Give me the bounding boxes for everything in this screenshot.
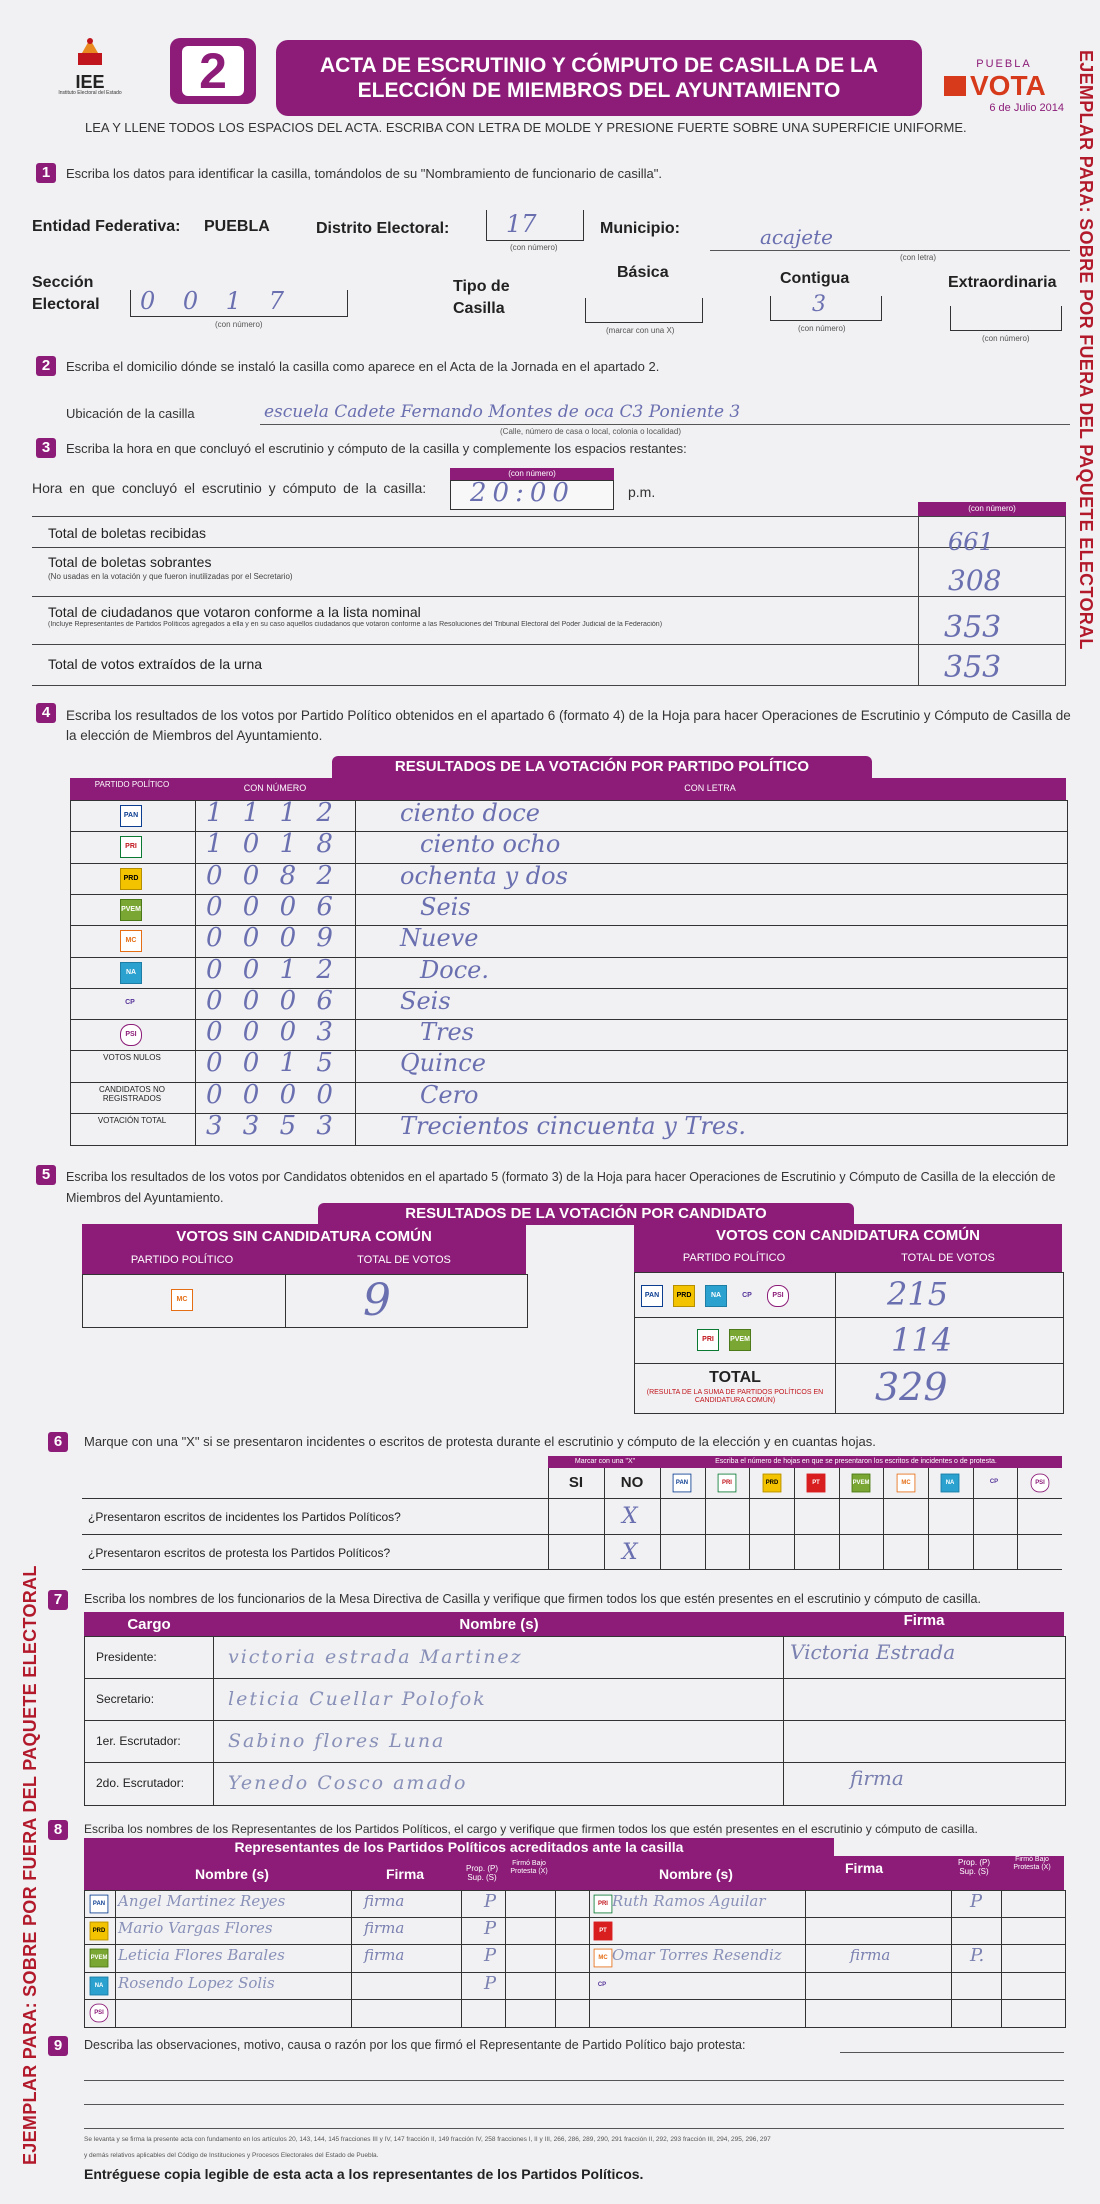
s8-right-prop: P.	[970, 1945, 985, 1967]
s8-row-divider	[84, 1999, 1066, 2000]
section-7-badge: 7	[48, 1590, 68, 1610]
s8-right-nombre: Ruth Ramos Aguilar	[612, 1892, 766, 1910]
sin-candidatura-header	[82, 1224, 526, 1274]
s4-row-label: VOTOS NULOS	[103, 1053, 161, 1063]
section-1-text: Escriba los datos para identificar la casilla, tomándolos de su "Nombramiento de funcionario de casilla".	[66, 166, 662, 181]
section-3-badge: 3	[36, 438, 56, 458]
form-number-badge	[170, 38, 256, 104]
s8-right-party-icon: PRI	[594, 1895, 613, 1914]
section-4-text: Escriba los resultados de los votos por Partido Político obtenidos en el apartado 6 (formato 4) de la Hoja para hacer Operaciones de Escrutinio y Cómputo de Casilla de la elección de Miembros del Ayuntamiento.	[66, 708, 1071, 743]
s4-row-letra: Tres	[420, 1018, 474, 1047]
s7-cargo: Presidente:	[96, 1650, 157, 1664]
s8-left-firma: firma	[364, 1946, 405, 1965]
s8-right-firma: firma	[850, 1946, 891, 1965]
instructions: LEA Y LLENE TODOS LOS ESPACIOS DEL ACTA. ESCRIBA CON LETRA DE MOLDE Y PRESIONE FUERTE SOBRE UNA SUPERFICIE UNIFORME.	[85, 120, 967, 135]
s6-no-label: NO	[620, 1474, 644, 1491]
s6-marcar-hint: Marcar con una "X"	[548, 1456, 662, 1468]
con-row-1-value: 215	[887, 1275, 949, 1313]
con-col-total: TOTAL DE VOTOS	[901, 1252, 995, 1264]
form-number: 2	[182, 46, 244, 96]
s8-row-divider	[84, 1944, 1066, 1945]
mc-party-icon: MC	[171, 1289, 193, 1311]
municipio-hint: (con letra)	[900, 253, 937, 262]
s6-table	[82, 1468, 1062, 1570]
municipio-line	[710, 250, 1070, 251]
s4-party-icon: PSI	[120, 1024, 142, 1046]
s4-row-numero: 1 1 1 2	[206, 798, 339, 828]
s4-col-partido: PARTIDO POLÍTICO	[94, 780, 170, 789]
sin-candidatura-table	[82, 1274, 528, 1328]
s8-left-prop: P	[484, 1918, 497, 1940]
s4-row-letra: Trecientos cincuenta y Tres.	[400, 1112, 747, 1140]
section-4-badge: 4	[36, 703, 56, 723]
s4-row-letra: ciento ocho	[420, 830, 561, 859]
s8-right-nombre: Omar Torres Resendiz	[612, 1946, 782, 1965]
s4-row-letra: ochenta y dos	[400, 861, 568, 890]
s7-firma: Victoria Estrada	[790, 1640, 956, 1664]
s6-q1: ¿Presentaron escritos de incidentes los Partidos Políticos?	[88, 1510, 401, 1524]
s7-col-firma: Firma	[903, 1612, 945, 1629]
s4-row-label: CANDIDATOS NO REGISTRADOS	[99, 1084, 165, 1103]
s6-q1-no-mark[interactable]: X	[622, 1504, 638, 1529]
sin-col-total: TOTAL DE VOTOS	[357, 1254, 451, 1266]
vota-logo	[944, 58, 1064, 118]
con-row-2-value: 114	[891, 1321, 953, 1359]
vota-text: VOTA	[970, 70, 1046, 101]
ubicacion-hint: (Calle, número de casa o local, colonia o localidad)	[500, 427, 681, 436]
iee-emblem-icon	[70, 35, 110, 69]
prd-party-icon: PRD	[762, 1474, 781, 1493]
s8-left-nombre: Angel Martinez Reyes	[118, 1892, 286, 1910]
s5-table-title: RESULTADOS DE LA VOTACIÓN POR CANDIDATO	[318, 1203, 854, 1225]
con-candidatura-table	[634, 1272, 1064, 1414]
s8-left-nombre: Nombre (s)	[195, 1866, 269, 1882]
s4-col-numero: CON NÚMERO	[243, 783, 307, 793]
contigua-box[interactable]	[770, 296, 882, 321]
s4-col-headers	[70, 778, 1066, 800]
total-ciudadanos-sub: (Incluye Representantes de Partidos Políticos agregados a ella y en su caso aquellos ciudadanos que votaron conforme a las Resoluciones del Tribunal Electoral del Poder Judicial de la Federación)	[48, 621, 663, 628]
entidad-label: Entidad Federativa:	[32, 218, 181, 235]
s7-cargo: 2do. Escrutador:	[96, 1776, 185, 1790]
pan-party-icon: PAN	[673, 1474, 692, 1493]
total-sobrantes-label: Total de boletas sobrantes	[48, 554, 212, 570]
s6-col-divider	[839, 1468, 840, 1570]
s7-cargo: 1er. Escrutador:	[96, 1734, 181, 1748]
s8-left-nombre: Leticia Flores Barales	[118, 1946, 285, 1965]
s6-hojas-hint: Escriba el número de hojas en que se presentaron los escritos de incidentes o de protesta.	[650, 1456, 1062, 1468]
total-sobrantes-sub: (No usadas en la votación y que fueron inutilizadas por el Secretario)	[48, 572, 293, 581]
con-total-label: TOTAL	[709, 1369, 761, 1386]
ubicacion-label: Ubicación de la casilla	[66, 406, 195, 421]
municipio-label: Municipio:	[600, 220, 680, 237]
s4-row-numero: 0 0 8 2	[206, 860, 339, 891]
s4-row-letra: Doce.	[420, 955, 489, 984]
sin-candidatura-title: VOTOS SIN CANDIDATURA COMÚN	[176, 1228, 432, 1245]
s7-header	[84, 1612, 1064, 1636]
s8-right-nombre: Nombre (s)	[659, 1866, 733, 1882]
entidad-value: PUEBLA	[204, 218, 270, 235]
seccion-hint: (con número)	[215, 320, 263, 329]
s7-cargo: Secretario:	[96, 1692, 155, 1706]
footer-legal-2: y demás relativos aplicables del Código de Instituciones y Procesos Electorales del Estado de Puebla.	[84, 2152, 379, 2159]
na-party-icon: NA	[941, 1474, 960, 1493]
s6-col-divider	[749, 1468, 750, 1570]
s8-left-party-icon: NA	[90, 1976, 109, 1995]
s4-row-label: VOTACIÓN TOTAL	[97, 1116, 167, 1125]
sin-candidatura-value: 9	[363, 1275, 391, 1326]
s8-row-divider	[84, 1917, 1066, 1918]
s6-q2-no-mark[interactable]: X	[622, 1540, 638, 1565]
s7-nombre: Sabino flores Luna	[228, 1730, 446, 1752]
s6-col-divider	[705, 1468, 706, 1570]
s4-row-numero: 0 0 0 6	[206, 985, 339, 1016]
s8-left-firma: firma	[364, 1919, 405, 1938]
hora-label: Hora en que concluyó el escrutinio y cómputo de la casilla:	[32, 480, 427, 496]
pt-party-icon: PT	[807, 1474, 826, 1493]
s6-party-columns	[660, 1468, 1062, 1570]
s6-col-divider	[928, 1468, 929, 1570]
pri-party-icon: PRI	[718, 1474, 737, 1493]
distrito-label: Distrito Electoral:	[316, 220, 450, 237]
observaciones-line-4[interactable]	[84, 2128, 1064, 2129]
s7-col-cargo: Cargo	[127, 1616, 171, 1633]
s4-row-numero: 0 0 0 9	[206, 923, 339, 954]
s8-left-nombre: Mario Vargas Flores	[118, 1919, 273, 1938]
total-ciudadanos-label: Total de ciudadanos que votaron conforme a la lista nominal	[48, 604, 421, 620]
section-7-text: Escriba los nombres de los funcionarios de la Mesa Directiva de Casilla y verifique que firmen todos los que estén presentes en el escrutinio y cómputo de casilla.	[84, 1592, 981, 1606]
s8-left-party-icon: PRD	[90, 1922, 109, 1941]
ballot-box-icon	[944, 76, 966, 96]
s4-row-numero: 0 0 1 2	[206, 954, 339, 985]
con-row-1-parties	[641, 1285, 799, 1307]
s4-col-letra: CON LETRA	[684, 783, 736, 793]
s6-col-divider	[1017, 1468, 1018, 1570]
mc-party-icon: MC	[896, 1474, 915, 1493]
contigua-hint: (con número)	[798, 324, 846, 333]
s4-party-icon: PAN	[120, 805, 142, 827]
hora-value: 20:00	[470, 478, 575, 508]
s4-row-numero: 1 0 1 8	[206, 829, 339, 860]
municipio-value: acajete	[760, 225, 833, 249]
extraordinaria-box[interactable]	[950, 306, 1062, 331]
total-votos-urna-value: 353	[944, 650, 1002, 685]
s4-party-icon: CP	[125, 998, 135, 1006]
pm-label: p.m.	[628, 484, 656, 500]
s8-left-party-icon: PSI	[90, 2003, 109, 2022]
extraordinaria-hint: (con número)	[982, 334, 1030, 343]
vota-date: 6 de Julio 2014	[989, 102, 1064, 114]
section-8-badge: 8	[48, 1820, 68, 1840]
s7-nombre: Yenedo Cosco amado	[228, 1772, 468, 1794]
s4-row-letra: Seis	[400, 986, 451, 1015]
s8-right-prop: Prop. (P) Sup. (S)	[957, 1858, 990, 1876]
con-total-sub: (RESULTA DE LA SUMA DE PARTIDOS POLÍTICOS EN CANDIDATURA COMÚN)	[646, 1389, 824, 1404]
section-9-text: Describa las observaciones, motivo, causa o razón por los que firmó el Representante de Partido Político bajo protesta:	[84, 2038, 746, 2052]
pvem-party-icon: PVEM	[852, 1474, 871, 1493]
psi-party-icon: PSI	[1030, 1474, 1049, 1493]
con-row-2-parties	[697, 1329, 761, 1351]
s6-q2: ¿Presentaron escritos de protesta los Partidos Políticos?	[88, 1546, 391, 1560]
ubicacion-line	[260, 424, 1070, 425]
con-candidatura-header	[634, 1224, 1062, 1272]
distrito-hint: (con número)	[510, 243, 558, 252]
prd-party-icon: PRD	[673, 1285, 695, 1307]
s8-left-firma: Firma	[385, 1866, 425, 1882]
s8-left-prop: Prop. (P) Sup. (S)	[465, 1864, 498, 1882]
basica-box[interactable]	[585, 298, 703, 323]
s6-si-label: SI	[568, 1474, 584, 1491]
extraordinaria-label: Extraordinaria	[948, 274, 1057, 291]
observaciones-line-3[interactable]	[84, 2104, 1064, 2105]
s8-left-prop: P	[484, 1891, 497, 1912]
na-party-icon: NA	[705, 1285, 727, 1307]
s4-row-numero: 0 0 0 6	[206, 891, 339, 922]
basica-hint: (marcar con una X)	[606, 326, 675, 335]
section-2-badge: 2	[36, 356, 56, 376]
s4-row-letra: Seis	[420, 892, 471, 921]
s8-left-party-icon: PVEM	[90, 1949, 109, 1968]
s4-row-numero: 0 0 0 3	[206, 1017, 339, 1048]
section-8-text: Escriba los nombres de los Representantes de los Partidos Políticos, el cargo y verifique que firmen todos los que estén presentes en el escrutinio y cómputo de casilla.	[84, 1822, 978, 1836]
hora-hint: (con número)	[450, 468, 614, 480]
s8-left-protesta: Firmó Bajo Protesta (X)	[510, 1860, 548, 1875]
s8-left-prop: P	[484, 1972, 497, 1994]
s4-row-numero: 0 0 0 0	[206, 1079, 339, 1110]
s8-left-party-icon: PAN	[90, 1895, 109, 1914]
s8-table-title: Representantes de los Partidos Políticos acreditados ante la casilla	[84, 1838, 834, 1856]
distrito-value: 17	[506, 210, 537, 238]
s4-party-icon: NA	[120, 962, 142, 984]
side-text-left: EJEMPLAR PARA: SOBRE POR FUERA DEL PAQUETE ELECTORAL	[20, 1565, 40, 2165]
s8-left-firma: firma	[364, 1892, 405, 1910]
s4-party-icon: PVEM	[120, 899, 142, 921]
total-ciudadanos-value: 353	[944, 610, 1002, 645]
footer-legal: Se levanta y se firma la presente acta con fundamento en los artículos 20, 143, 144, 145 fracciones III y IV, 147 fracción II, 149 fracción IV, 258 fracciones I, II y III, 266, 286, 289, 290, 291 fracción II, 292, 293 fracción III, 294, 295, 296, 297	[84, 2136, 771, 2143]
s8-right-party-icon: PT	[594, 1922, 613, 1941]
vota-top: PUEBLA	[976, 58, 1032, 70]
s7-col-nombre: Nombre (s)	[459, 1616, 539, 1633]
s4-row-numero: 0 0 1 5	[206, 1048, 339, 1079]
s4-row-numero: 3 3 5 3	[206, 1111, 339, 1141]
section-2-text: Escriba el domicilio dónde se instaló la casilla como aparece en el Acta de la Jornada en el apartado 2.	[66, 359, 660, 374]
title-banner	[276, 40, 922, 116]
logo-subtext: Instituto Electoral del Estado	[58, 90, 122, 96]
ubicacion-value: escuela Cadete Fernando Montes de oca C3 Poniente 3	[264, 402, 741, 422]
side-text-right: EJEMPLAR PARA: SOBRE POR FUERA DEL PAQUETE ELECTORAL	[1076, 50, 1096, 650]
s4-row-letra: Quince	[400, 1049, 486, 1078]
con-candidatura-title: VOTOS CON CANDIDATURA COMÚN	[716, 1227, 980, 1244]
pan-party-icon: PAN	[641, 1285, 663, 1307]
cp-party-icon: CP	[989, 1478, 999, 1485]
s4-party-icon: PRI	[120, 836, 142, 858]
s6-col-divider	[883, 1468, 884, 1570]
logo-text: IEE	[75, 72, 105, 92]
totals-table	[32, 516, 1066, 686]
s4-party-icon: MC	[120, 930, 142, 952]
section-6-badge: 6	[48, 1432, 68, 1452]
total-recibidas-label: Total de boletas recibidas	[48, 525, 206, 541]
total-recibidas-value: 661	[948, 528, 994, 556]
s4-row-letra: Cero	[420, 1080, 479, 1109]
section-6-text: Marque con una "X" si se presentaron incidentes o escritos de protesta durante el escrutinio y cómputo de la elección y en cuantas hojas.	[84, 1434, 876, 1449]
s4-table-title: RESULTADOS DE LA VOTACIÓN POR PARTIDO POLÍTICO	[332, 756, 872, 778]
pri-party-icon: PRI	[697, 1329, 719, 1351]
s7-row-divider	[84, 1762, 1066, 1763]
s8-col-headers	[84, 1856, 1064, 1890]
s4-row-letra: Nueve	[400, 924, 479, 953]
s7-row-divider	[84, 1720, 1066, 1721]
seccion-value: 0 0 1 7	[140, 287, 294, 315]
section-1-badge: 1	[36, 163, 56, 183]
section-5-text: Escriba los resultados de los votos por Candidatos obtenidos en el apartado 5 (formato 3) de la Hoja para hacer Operaciones de Escrutinio y Cómputo de Casilla de la elección de Miembros del Ayuntamiento.	[66, 1170, 1056, 1205]
s8-left-prop: P	[484, 1945, 497, 1967]
s6-col-divider	[794, 1468, 795, 1570]
section-3-text: Escriba la hora en que concluyó el escrutinio y cómputo de la casilla y complemente los espacios restantes:	[66, 441, 687, 456]
section-5-badge: 5	[36, 1165, 56, 1185]
psi-party-icon: PSI	[767, 1285, 789, 1307]
contigua-value: 3	[812, 292, 826, 317]
s8-right-prop: P	[970, 1891, 983, 1912]
footer-copy: Entréguese copia legible de esta acta a los representantes de los Partidos Políticos.	[84, 2166, 644, 2182]
s8-left-nombre: Rosendo Lopez Solis	[118, 1973, 275, 1992]
form-title: ACTA DE ESCRUTINIO Y CÓMPUTO DE CASILLA DE LA ELECCIÓN DE MIEMBROS DEL AYUNTAMIENTO	[319, 54, 879, 102]
observaciones-line-1[interactable]	[840, 2052, 1064, 2053]
basica-label: Básica	[617, 264, 669, 281]
section-9-badge: 9	[48, 2036, 68, 2056]
s6-col-divider	[973, 1468, 974, 1570]
s7-nombre: leticia Cuellar Polofok	[228, 1688, 487, 1710]
contigua-label: Contigua	[780, 270, 850, 287]
con-total-value: 329	[875, 1365, 948, 1409]
pvem-party-icon: PVEM	[729, 1329, 751, 1351]
seccion-label: Sección Electoral	[32, 274, 100, 313]
s8-right-protesta: Firmó Bajo Protesta (X)	[1013, 1856, 1051, 1871]
s6-col-divider	[660, 1468, 661, 1570]
s8-right-party-icon: MC	[594, 1949, 613, 1968]
s8-right-firma: Firma	[844, 1860, 884, 1876]
s7-nombre: victoria estrada Martinez	[228, 1646, 523, 1668]
iee-logo	[55, 35, 125, 101]
sin-col-partido: PARTIDO POLÍTICO	[130, 1254, 234, 1266]
con-col-partido: PARTIDO POLÍTICO	[682, 1252, 786, 1264]
s7-firma: firma	[850, 1766, 904, 1790]
s8-row-divider	[84, 1972, 1066, 1973]
total-votos-urna-label: Total de votos extraídos de la urna	[48, 656, 263, 672]
total-sobrantes-value: 308	[948, 564, 1002, 597]
tipo-label: Tipo de Casilla	[453, 278, 510, 317]
s7-row-divider	[84, 1678, 1066, 1679]
s8-right-party-icon: CP	[597, 1981, 607, 1988]
s4-party-icon: PRD	[120, 868, 142, 890]
observaciones-line-2[interactable]	[84, 2080, 1064, 2081]
totals-col-header: (con número)	[918, 502, 1066, 516]
s4-row-letra: ciento doce	[400, 799, 540, 827]
cp-party-icon: CP	[742, 1292, 752, 1299]
